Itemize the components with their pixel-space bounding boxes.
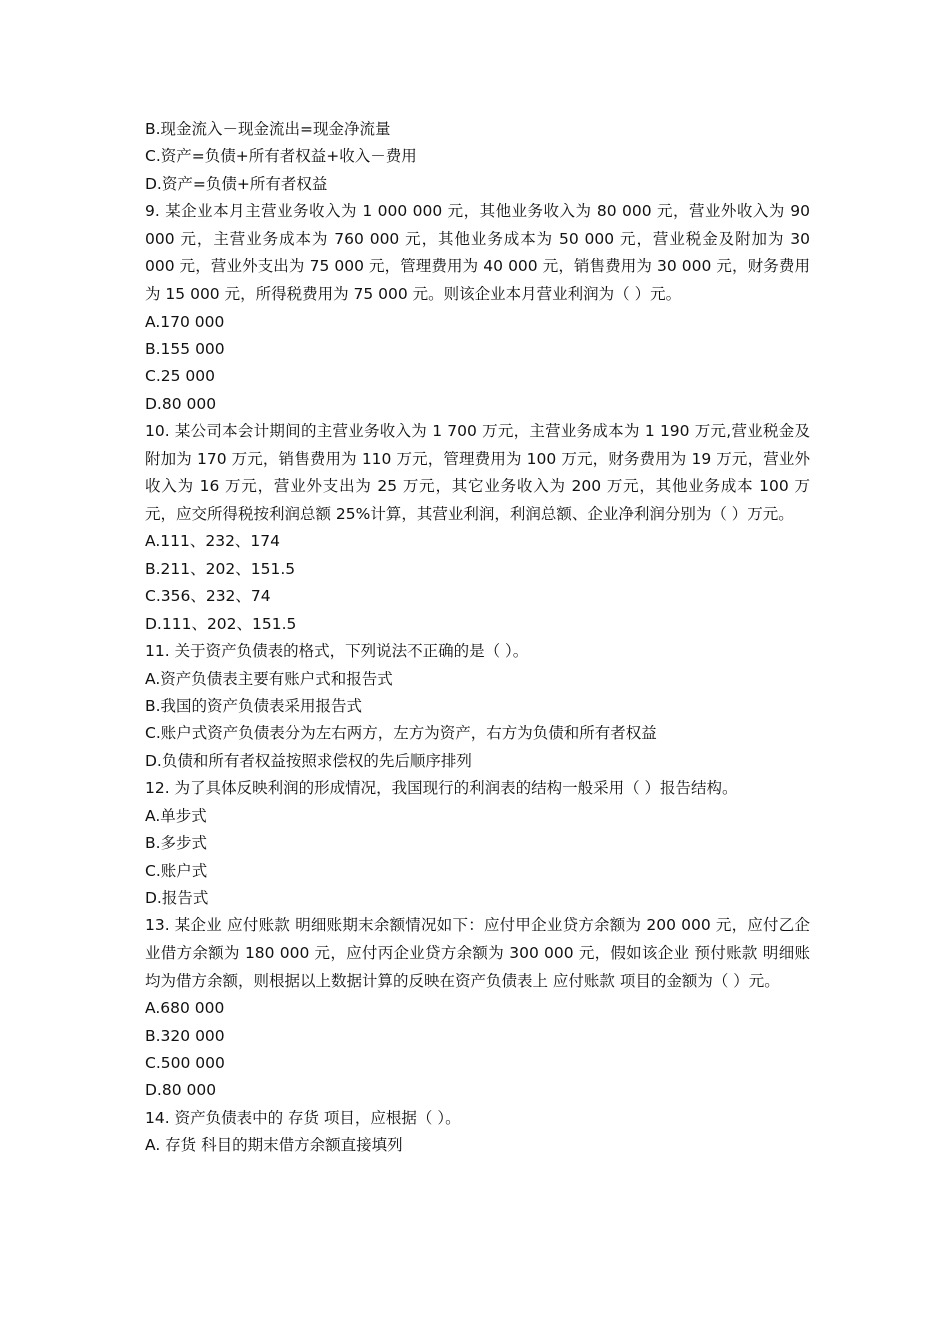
- document-page: [145, 116, 810, 1160]
- option-line: A.111、232、174: [145, 532, 281, 551]
- option-line: B.320 000: [145, 1026, 225, 1045]
- option-line: A.单步式: [145, 806, 207, 825]
- option-line: B.155 000: [145, 339, 225, 358]
- option-line: C.500 000: [145, 1053, 225, 1072]
- option-line: A. 存货 科目的期末借方余额直接填列: [145, 1136, 403, 1155]
- option-line: D.80 000: [145, 394, 217, 413]
- option-line: B.多步式: [145, 834, 208, 853]
- option-line: C.账户式资产负债表分为左右两方，左方为资产，右方为负债和所有者权益: [145, 724, 657, 743]
- option-line: B.我国的资产负债表采用报告式: [145, 697, 363, 716]
- option-line: D.报告式: [145, 888, 209, 907]
- option-line: A.170 000: [145, 312, 225, 331]
- option-line: C.25 000: [145, 367, 215, 386]
- question-12: 12. 为了具体反映利润的形成情况，我国现行的利润表的结构一般采用（ ）报告结构。: [145, 779, 738, 798]
- option-line: D.111、202、151.5: [145, 614, 297, 633]
- option-line: C.账户式: [145, 861, 208, 880]
- option-line: B.211、202、151.5: [145, 559, 296, 578]
- question-11: 11. 关于资产负债表的格式，下列说法不正确的是（ ）。: [145, 642, 529, 661]
- question-14: 14. 资产负债表中的 存货 项目，应根据（ ）。: [145, 1108, 461, 1127]
- option-line: A.680 000: [145, 999, 225, 1018]
- question-13: 13. 某企业 应付账款 明细账期末余额情况如下：应付甲企业贷方余额为 200 000 元，应付乙企业借方余额为 180 000 元，应付丙企业贷方余额为 300 000 元，假如该企业 预付账款 明细账均为借方余额，则根据以上数据计算的反映在资产负债表上 应付账款 项目的金额为（ ）元。: [145, 916, 810, 990]
- question-10: 10. 某公司本会计期间的主营业务收入为 1 700 万元，主营业务成本为 1 190 万元,营业税金及附加为 170 万元，销售费用为 110 万元，管理费用为 100 万元，财务费用为 19 万元，营业外收入为 16 万元，营业外支出为 25 万元，其它业务收入为 200 万元，其他业务成本 100 万元，应交所得税按利润总额 25%计算，其营业利润，利润总额、企业净利润分别为（ ）万元。: [145, 422, 810, 523]
- option-line: A.资产负债表主要有账户式和报告式: [145, 669, 393, 688]
- option-line: C.资产=负债+所有者权益+收入－费用: [145, 147, 417, 166]
- option-line: B.现金流入－现金流出=现金净流量: [145, 120, 391, 138]
- question-9: 9. 某企业本月主营业务收入为 1 000 000 元，其他业务收入为 80 000 元，营业外收入为 90 000 元，主营业务成本为 760 000 元，其他业务成本为 50 000 元，营业税金及附加为 30 000 元，营业外支出为 75 000 元，管理费用为 40 000 元，销售费用为 30 000 元，财务费用为 15 000 元，所得税费用为 75 000 元。则该企业本月营业利润为（ ）元。: [145, 202, 810, 303]
- option-line: D.资产=负债+所有者权益: [145, 174, 328, 193]
- option-line: D.80 000: [145, 1081, 217, 1100]
- option-line: C.356、232、74: [145, 587, 271, 606]
- option-line: D.负债和所有者权益按照求偿权的先后顺序排列: [145, 751, 472, 770]
